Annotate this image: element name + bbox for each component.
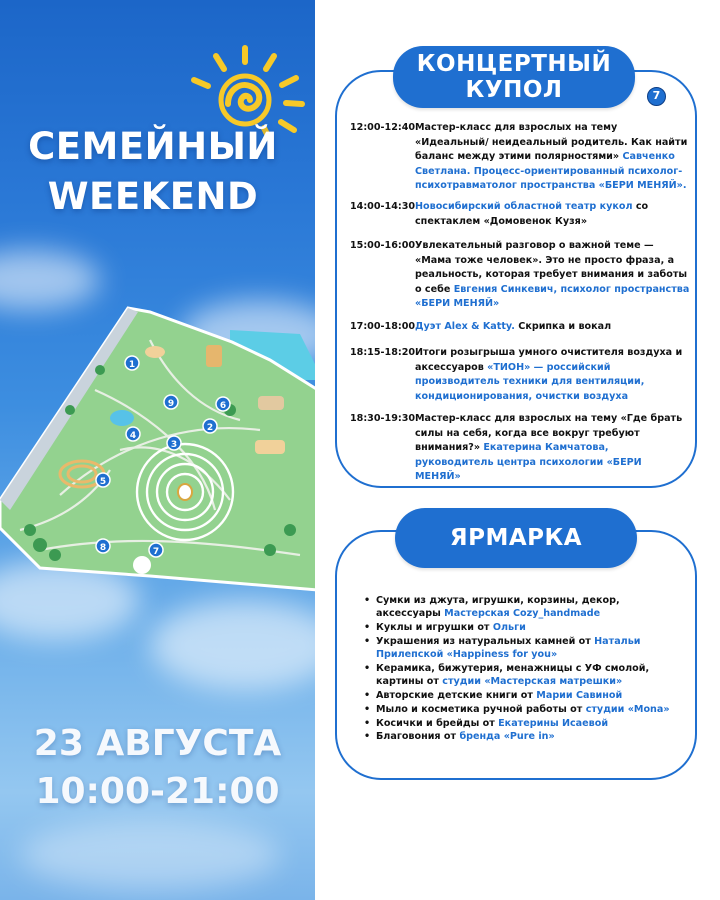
schedule-speaker: Савченко Светлана. Процесс-ориентированный психолог-психотравматолог пространства «БЕРИ МЕНЯЙ». (415, 151, 687, 192)
map-amphitheatre (145, 346, 165, 358)
vendor-name: студии «Mona» (585, 703, 670, 715)
concert-heading-line-2: КУПОЛ (465, 77, 563, 103)
map-building (206, 345, 222, 367)
cloud (20, 820, 280, 890)
map-marker-5[interactable] (96, 473, 110, 487)
schedule-item (350, 412, 690, 483)
vendor-goods: Керамика, бижутерия, менажницы с УФ смолой, картины от (376, 662, 650, 688)
vendor-name: Ольги (492, 622, 526, 634)
sky-banner (0, 0, 315, 900)
schedule-description (415, 412, 690, 485)
schedule-time: 18:30-19:30 (350, 413, 416, 424)
svg-text:6: 6 (219, 401, 227, 411)
event-title-line-1: СЕМЕЙНЫЙ (28, 125, 278, 168)
schedule-time: 14:00-14:30 (350, 201, 416, 212)
schedule-text: со спектаклем «Домовенок Кузя» (415, 201, 649, 227)
map-marker-8[interactable] (96, 539, 110, 553)
svg-text:2: 2 (206, 423, 214, 433)
svg-text:9: 9 (167, 399, 175, 409)
schedule-description (415, 320, 690, 335)
vendor-goods: Сумки из джута, игрушки, корзины, декор, аксессуары (376, 595, 620, 620)
cloud (150, 600, 315, 690)
svg-text:1: 1 (128, 360, 136, 370)
schedule-time: 17:00-18:00 (350, 321, 416, 332)
map-marker-6[interactable] (216, 397, 230, 411)
park-map (0, 300, 315, 600)
concert-heading-line-1: КОНЦЕРТНЫЙ (416, 51, 612, 77)
list-item (364, 662, 684, 689)
schedule-description (415, 239, 690, 312)
list-item (364, 635, 684, 662)
vendor-name: Мастерская Cozy_handmade (444, 608, 601, 620)
vendor-goods: Благовония от (376, 731, 457, 743)
event-hours: 10:00-21:00 (35, 771, 280, 812)
schedule-time: 18:15-18:20 (350, 347, 416, 358)
vendor-goods: Мыло и косметика ручной работы от (376, 703, 583, 715)
list-item (364, 621, 684, 634)
schedule-item (350, 239, 690, 309)
schedule-text: Итоги розыгрыша умного очистителя воздуха и аксессуаров (415, 347, 683, 373)
schedule-performer: Дуэт Alex & Katty. (415, 321, 515, 332)
svg-text:7: 7 (152, 547, 160, 557)
fair-vendor-list (364, 594, 684, 744)
schedule-description (415, 200, 690, 229)
event-date-block (0, 720, 315, 816)
map-building (255, 440, 285, 454)
concert-heading (393, 46, 635, 108)
map-marker-7[interactable] (149, 543, 163, 557)
schedule-item (350, 320, 690, 336)
schedule-item (350, 200, 690, 230)
svg-text:3: 3 (170, 440, 178, 450)
svg-text:4: 4 (129, 431, 137, 441)
vendor-name: Марии Савиной (536, 690, 623, 702)
schedule-sponsor: «ТИОН» — российский производитель техники для вентиляции, кондиционирования, очистки воздуха (415, 361, 645, 402)
svg-text:5: 5 (99, 477, 107, 487)
vendor-goods: Куклы и игрушки от (376, 622, 490, 634)
schedule-description (415, 121, 690, 194)
schedule-text: Увлекательный разговор о важной теме — «Мама тоже человек». Это не просто фраза, а реальность, которая требует внимания и заботы о себе (415, 240, 688, 295)
map-pond (110, 410, 134, 426)
map-marker-2[interactable] (203, 419, 217, 433)
map-concert-dome (178, 484, 192, 500)
event-title-line-2: WEEKEND (47, 175, 259, 218)
event-title (8, 122, 298, 222)
fair-heading: ЯРМАРКА (395, 508, 637, 568)
vendor-goods: Авторские детские книги от (376, 690, 533, 702)
map-dome-small (133, 556, 151, 574)
schedule-item (350, 121, 690, 192)
list-item (364, 730, 684, 743)
list-item (364, 703, 684, 716)
vendor-name: Натальи Прилепской «Happiness for you» (376, 635, 641, 661)
list-item (364, 717, 684, 730)
schedule-time: 12:00-12:40 (350, 122, 416, 133)
location-badge: 7 (647, 87, 666, 106)
list-item (364, 594, 684, 621)
vendor-goods: Косички и брейды от (376, 717, 495, 729)
schedule-text: Мастер-класс для взрослых на тему «Идеальный/ неидеальный родитель. Как найти баланс между этими полярностями» (415, 122, 688, 163)
schedule-speaker: Евгения Синкевич, психолог пространства «БЕРИ МЕНЯЙ» (415, 283, 690, 310)
vendor-goods: Украшения из натуральных камней от (376, 635, 591, 647)
vendor-name: студии «Мастерская матрешки» (442, 676, 623, 688)
event-date: 23 АВГУСТА (33, 723, 282, 764)
vendor-name: Екатерины Исаевой (498, 717, 609, 729)
map-building (258, 396, 284, 410)
schedule-time: 15:00-16:00 (350, 240, 416, 251)
map-marker-1[interactable] (125, 356, 139, 370)
map-marker-3[interactable] (167, 436, 181, 450)
schedule-description (415, 346, 690, 404)
vendor-name: бренда «Pure in» (459, 731, 555, 743)
map-marker-9[interactable] (164, 395, 178, 409)
schedule-item (350, 346, 690, 406)
schedule-text: Мастер-класс для взрослых на тему «Где брать силы на себя, когда все вокруг требуют внимания?» (415, 413, 683, 454)
list-item (364, 689, 684, 702)
schedule-performer: Новосибирский областной театр кукол (415, 201, 633, 212)
svg-text:8: 8 (99, 543, 107, 553)
map-marker-4[interactable] (126, 427, 140, 441)
schedule-speaker: Екатерина Камчатова, руководитель центра психологии «БЕРИ МЕНЯЙ» (415, 442, 642, 483)
schedule-text: Скрипка и вокал (518, 321, 612, 332)
